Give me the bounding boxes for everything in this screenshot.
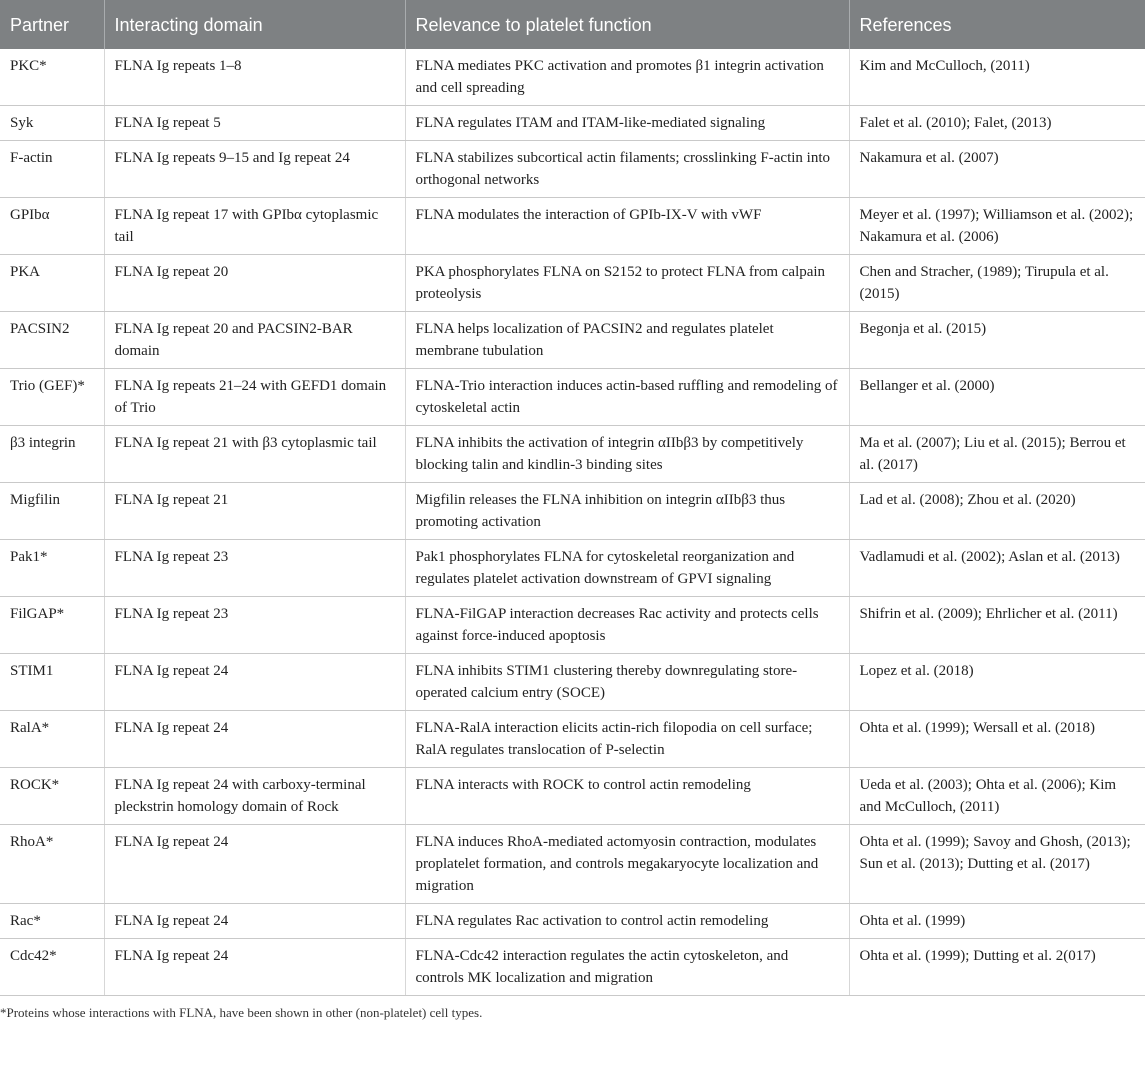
table-row	[0, 825, 1145, 904]
table-footnote: *Proteins whose interactions with FLNA, have been shown in other (non-platelet) cell types.	[0, 1005, 483, 1020]
cell-references: Meyer et al. (1997); Williamson et al. (2002); Nakamura et al. (2006)	[849, 198, 1145, 255]
header-references: References	[849, 0, 1145, 49]
table-row	[0, 312, 1145, 369]
cell-relevance: FLNA helps localization of PACSIN2 and regulates platelet membrane tubulation	[405, 312, 849, 369]
cell-references: Begonja et al. (2015)	[849, 312, 1145, 369]
cell-partner: Cdc42*	[0, 939, 104, 996]
table-row	[0, 255, 1145, 312]
table-row	[0, 711, 1145, 768]
cell-relevance: FLNA-Cdc42 interaction regulates the actin cytoskeleton, and controls MK localization and migration	[405, 939, 849, 996]
cell-relevance: FLNA mediates PKC activation and promotes β1 integrin activation and cell spreading	[405, 49, 849, 106]
cell-partner: RhoA*	[0, 825, 104, 904]
cell-references: Ohta et al. (1999)	[849, 904, 1145, 939]
table-row	[0, 369, 1145, 426]
cell-partner: Pak1*	[0, 540, 104, 597]
cell-references: Ohta et al. (1999); Wersall et al. (2018)	[849, 711, 1145, 768]
table-row	[0, 540, 1145, 597]
cell-relevance: Pak1 phosphorylates FLNA for cytoskeletal reorganization and regulates platelet activation downstream of GPVI signaling	[405, 540, 849, 597]
cell-partner: ROCK*	[0, 768, 104, 825]
table-row	[0, 106, 1145, 141]
table-row	[0, 768, 1145, 825]
table-row	[0, 49, 1145, 106]
cell-interacting-domain: FLNA Ig repeat 24	[104, 654, 405, 711]
cell-relevance: Migfilin releases the FLNA inhibition on integrin αIIbβ3 thus promoting activation	[405, 483, 849, 540]
table-row	[0, 904, 1145, 939]
cell-interacting-domain: FLNA Ig repeat 24	[104, 711, 405, 768]
cell-partner: PACSIN2	[0, 312, 104, 369]
cell-references: Bellanger et al. (2000)	[849, 369, 1145, 426]
cell-partner: Rac*	[0, 904, 104, 939]
cell-relevance: FLNA stabilizes subcortical actin filaments; crosslinking F-actin into orthogonal networks	[405, 141, 849, 198]
cell-references: Ohta et al. (1999); Dutting et al. 2(017)	[849, 939, 1145, 996]
cell-partner: RalA*	[0, 711, 104, 768]
cell-interacting-domain: FLNA Ig repeat 23	[104, 597, 405, 654]
table-row	[0, 198, 1145, 255]
cell-partner: GPIbα	[0, 198, 104, 255]
table-header	[0, 0, 1145, 49]
cell-relevance: PKA phosphorylates FLNA on S2152 to protect FLNA from calpain proteolysis	[405, 255, 849, 312]
cell-relevance: FLNA-Trio interaction induces actin-based ruffling and remodeling of cytoskeletal actin	[405, 369, 849, 426]
cell-interacting-domain: FLNA Ig repeat 20 and PACSIN2-BAR domain	[104, 312, 405, 369]
table-row	[0, 483, 1145, 540]
cell-interacting-domain: FLNA Ig repeat 21	[104, 483, 405, 540]
cell-partner: β3 integrin	[0, 426, 104, 483]
cell-relevance: FLNA regulates Rac activation to control actin remodeling	[405, 904, 849, 939]
cell-partner: Migfilin	[0, 483, 104, 540]
cell-interacting-domain: FLNA Ig repeat 24 with carboxy-terminal pleckstrin homology domain of Rock	[104, 768, 405, 825]
header-partner: Partner	[0, 0, 104, 49]
cell-interacting-domain: FLNA Ig repeat 20	[104, 255, 405, 312]
cell-relevance: FLNA modulates the interaction of GPIb-IX-V with vWF	[405, 198, 849, 255]
cell-interacting-domain: FLNA Ig repeat 23	[104, 540, 405, 597]
cell-relevance: FLNA inhibits the activation of integrin αIIbβ3 by competitively blocking talin and kindlin-3 binding sites	[405, 426, 849, 483]
cell-interacting-domain: FLNA Ig repeats 9–15 and Ig repeat 24	[104, 141, 405, 198]
cell-references: Vadlamudi et al. (2002); Aslan et al. (2013)	[849, 540, 1145, 597]
cell-references: Kim and McCulloch, (2011)	[849, 49, 1145, 106]
table-row	[0, 654, 1145, 711]
cell-relevance: FLNA regulates ITAM and ITAM-like-mediated signaling	[405, 106, 849, 141]
cell-partner: PKC*	[0, 49, 104, 106]
cell-partner: PKA	[0, 255, 104, 312]
cell-interacting-domain: FLNA Ig repeat 21 with β3 cytoplasmic tail	[104, 426, 405, 483]
cell-references: Ohta et al. (1999); Savoy and Ghosh, (2013); Sun et al. (2013); Dutting et al. (2017)	[849, 825, 1145, 904]
cell-references: Lopez et al. (2018)	[849, 654, 1145, 711]
cell-partner: Trio (GEF)*	[0, 369, 104, 426]
header-interacting-domain: Interacting domain	[104, 0, 405, 49]
cell-interacting-domain: FLNA Ig repeats 21–24 with GEFD1 domain of Trio	[104, 369, 405, 426]
table-row	[0, 597, 1145, 654]
cell-interacting-domain: FLNA Ig repeat 24	[104, 825, 405, 904]
cell-relevance: FLNA inhibits STIM1 clustering thereby downregulating store-operated calcium entry (SOCE)	[405, 654, 849, 711]
cell-references: Ma et al. (2007); Liu et al. (2015); Berrou et al. (2017)	[849, 426, 1145, 483]
cell-interacting-domain: FLNA Ig repeat 17 with GPIbα cytoplasmic tail	[104, 198, 405, 255]
cell-relevance: FLNA interacts with ROCK to control actin remodeling	[405, 768, 849, 825]
table-body	[0, 49, 1145, 996]
cell-references: Nakamura et al. (2007)	[849, 141, 1145, 198]
cell-references: Ueda et al. (2003); Ohta et al. (2006); Kim and McCulloch, (2011)	[849, 768, 1145, 825]
cell-partner: FilGAP*	[0, 597, 104, 654]
cell-references: Falet et al. (2010); Falet, (2013)	[849, 106, 1145, 141]
table-row	[0, 426, 1145, 483]
cell-partner: STIM1	[0, 654, 104, 711]
cell-relevance: FLNA induces RhoA-mediated actomyosin contraction, modulates proplatelet formation, and controls megakaryocyte localization and migration	[405, 825, 849, 904]
cell-relevance: FLNA-FilGAP interaction decreases Rac activity and protects cells against force-induced apoptosis	[405, 597, 849, 654]
cell-interacting-domain: FLNA Ig repeat 24	[104, 904, 405, 939]
cell-partner: F-actin	[0, 141, 104, 198]
header-row	[0, 0, 1145, 49]
cell-references: Lad et al. (2008); Zhou et al. (2020)	[849, 483, 1145, 540]
cell-interacting-domain: FLNA Ig repeats 1–8	[104, 49, 405, 106]
cell-references: Shifrin et al. (2009); Ehrlicher et al. (2011)	[849, 597, 1145, 654]
cell-relevance: FLNA-RalA interaction elicits actin-rich filopodia on cell surface; RalA regulates translocation of P-selectin	[405, 711, 849, 768]
header-relevance: Relevance to platelet function	[405, 0, 849, 49]
cell-partner: Syk	[0, 106, 104, 141]
cell-references: Chen and Stracher, (1989); Tirupula et al. (2015)	[849, 255, 1145, 312]
table-row	[0, 141, 1145, 198]
cell-interacting-domain: FLNA Ig repeat 5	[104, 106, 405, 141]
cell-interacting-domain: FLNA Ig repeat 24	[104, 939, 405, 996]
table-row	[0, 939, 1145, 996]
